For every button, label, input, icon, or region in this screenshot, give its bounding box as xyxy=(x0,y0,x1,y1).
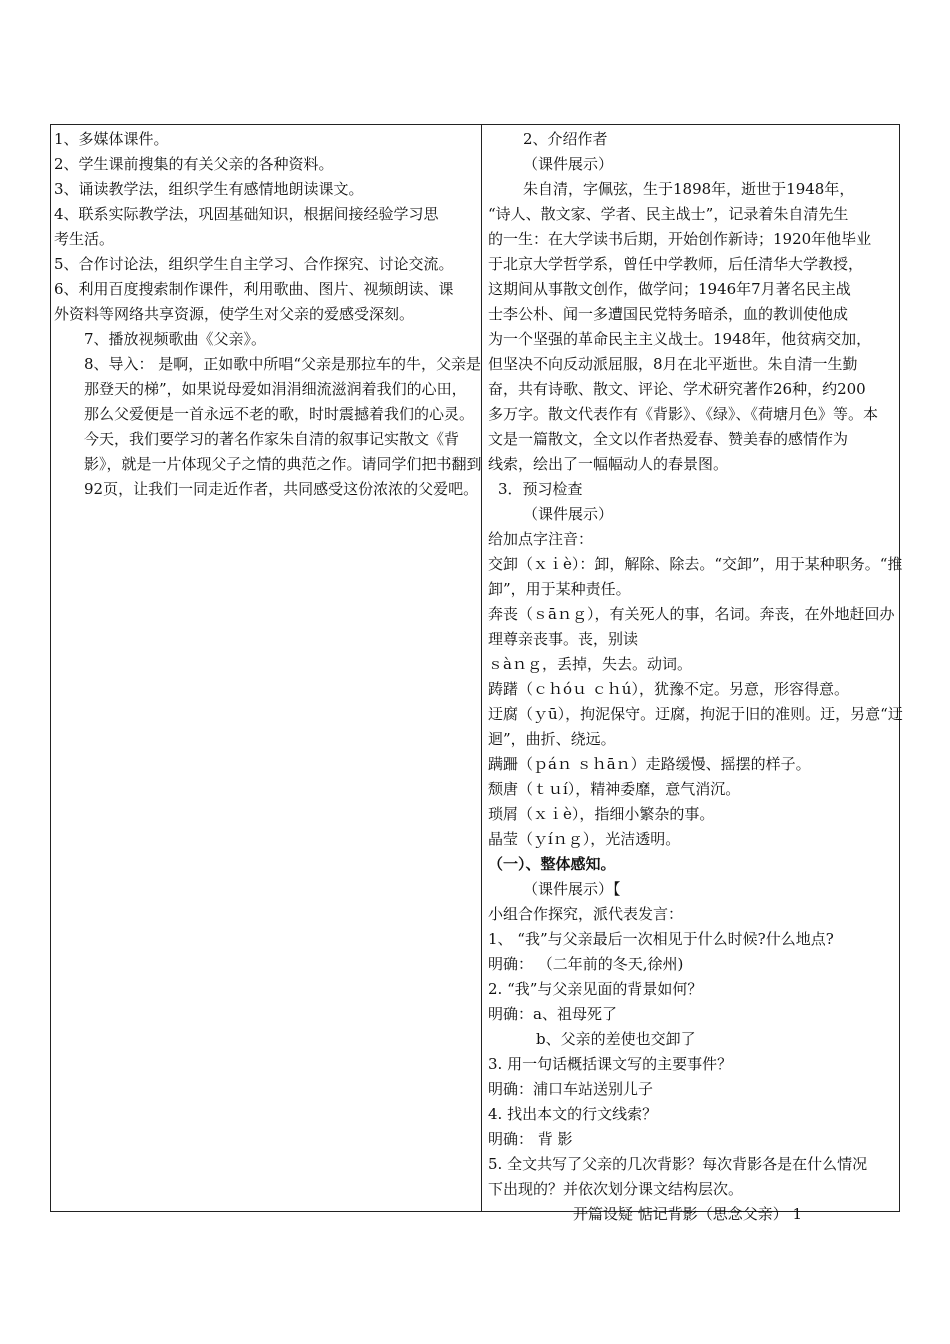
right-column-line: （一）、整体感知。 xyxy=(488,855,616,873)
right-column-line: “诗人、散文家、学者、民主战士”，记录着朱自清先生 xyxy=(488,205,849,223)
right-column-line: 开篇设疑 惦记背影（思念父亲） 1 xyxy=(573,1205,803,1223)
right-column-line: 迂腐（ｙū），拘泥保守。迂腐，拘泥于旧的准则。迂，另意“迂 xyxy=(488,705,903,723)
left-column-line: 那么父爱便是一首永远不老的歌，时时震撼着我们的心灵。 xyxy=(84,405,475,423)
left-column-line: 那登天的梯”，如果说母爱如涓涓细流滋润着我们的心田， xyxy=(84,380,467,398)
right-column-line: 蹒跚（ｐáｎ ｓｈāｎ）走路缓慢、摇摆的样子。 xyxy=(488,755,811,773)
right-column-line: 这期间从事散文创作，做学问；1946年7月著名民主战 xyxy=(488,280,851,298)
right-column-line: （课件展示） xyxy=(523,155,614,173)
right-column-line: 3．预习检查 xyxy=(498,480,583,498)
right-column-line: 给加点字注音： xyxy=(488,530,594,548)
right-column-line: 奋，共有诗歌、散文、评论、学术研究著作26种，约200 xyxy=(488,380,866,398)
right-column-line: 朱自清，字佩弦，生于1898年，逝世于1948年， xyxy=(523,180,855,198)
right-column-line: 于北京大学哲学系，曾任中学教师，后任清华大学教授， xyxy=(488,255,864,273)
right-column-line: 下出现的？并依次划分课文结构层次。 xyxy=(488,1180,744,1198)
right-column-line: 4. 找出本文的行文线索？ xyxy=(488,1105,658,1123)
right-column-line: 3. 用一句话概括课文写的主要事件？ xyxy=(488,1055,733,1073)
right-column-line: 文是一篇散文，全文以作者热爱春、赞美春的感情作为 xyxy=(488,430,849,448)
right-column-line: 2、介绍作者 xyxy=(523,130,608,148)
right-column-line: 踌躇（ｃｈóｕ ｃｈú），犹豫不定。另意，形容得意。 xyxy=(488,680,849,698)
right-column-line: 明确： 背 影 xyxy=(488,1130,573,1148)
right-column-line: 奔丧（ｓāｎｇ），有关死人的事，名词。奔丧，在外地赶回办 xyxy=(488,605,895,623)
left-column-line: 考生活。 xyxy=(54,230,115,248)
right-column-line: （课件展示）【 xyxy=(523,880,621,898)
right-column-line: 卸”，用于某种责任。 xyxy=(488,580,631,598)
left-column-line: 外资料等网络共享资源，使学生对父亲的爱感受深刻。 xyxy=(54,305,415,323)
right-column-line: 明确：a、祖母死了 xyxy=(488,1005,617,1023)
left-column-line: 今天，我们要学习的著名作家朱自清的叙事记实散文《背 xyxy=(84,430,460,448)
right-column-line: 晶莹（ｙíｎｇ），光洁透明。 xyxy=(488,830,681,848)
right-column-line: 士李公朴、闻一多遭国民党特务暗杀，血的教训使他成 xyxy=(488,305,849,323)
right-column-line: 明确： （二年前的冬天,徐州) xyxy=(488,955,684,973)
right-column-line: ｓàｎｇ，丢掉，失去。动词。 xyxy=(488,655,692,673)
right-column-line: 交卸（ｘｉè）：卸，解除、除去。“交卸”，用于某种职务。“推 xyxy=(488,555,903,573)
lesson-plan-table xyxy=(50,124,903,1223)
right-column-line: 多万字。散文代表作有《背影》、《绿》、《荷塘月色》等。本 xyxy=(488,405,879,423)
left-column-line: 4、联系实际教学法，巩固基础知识，根据间接经验学习思 xyxy=(54,205,439,223)
left-column-line: 影》，就是一片体现父子之情的典范之作。请同学们把书翻到 xyxy=(84,455,482,473)
right-column-line: 1、 “我”与父亲最后一次相见于什么时候?什么地点? xyxy=(488,930,834,948)
right-column-line: 明确：浦口车站送别儿子 xyxy=(488,1080,654,1098)
left-column-line: 92页，让我们一同走近作者，共同感受这份浓浓的父爱吧。 xyxy=(84,480,479,498)
right-column-line: b、父亲的差使也交卸了 xyxy=(536,1030,696,1048)
right-column-line: 迴”，曲折、绕远。 xyxy=(488,730,616,748)
right-column-line: 琐屑（ｘｉè），指细小繁杂的事。 xyxy=(488,805,715,823)
left-column-line: 2、学生课前搜集的有关父亲的各种资料。 xyxy=(54,155,334,173)
left-column-line: 5、合作讨论法，组织学生自主学习、合作探究、讨论交流。 xyxy=(54,255,454,273)
teaching-process-column xyxy=(488,127,903,1227)
teaching-methods-column xyxy=(54,127,504,502)
left-column-line: 7、播放视频歌曲《父亲》。 xyxy=(84,330,267,348)
right-column-line: 的一生：在大学读书后期，开始创作新诗；1920年他毕业 xyxy=(488,230,872,248)
right-column-line: 2. “我”与父亲见面的背景如何？ xyxy=(488,980,703,998)
right-column-line: （课件展示） xyxy=(523,505,614,523)
left-column-line: 6、利用百度搜索制作课件，利用歌曲、图片、视频朗读、课 xyxy=(54,280,454,298)
left-column-line: 8、导入： 是啊，正如歌中所唱“父亲是那拉车的牛，父亲是 xyxy=(84,355,481,373)
right-column-line: 线索，绘出了一幅幅动人的春景图。 xyxy=(488,455,729,473)
right-column-line: 小组合作探究，派代表发言： xyxy=(488,905,684,923)
right-column-line: 为一个坚强的革命民主主义战士。1948年，他贫病交加， xyxy=(488,330,872,348)
left-column-line: 1、多媒体课件。 xyxy=(54,130,169,148)
left-column-line: 3、诵读教学法，组织学生有感情地朗读课文。 xyxy=(54,180,364,198)
right-column-line: 但坚决不向反动派屈服，8月在北平逝世。朱自清一生勤 xyxy=(488,355,858,373)
right-column-line: 颓唐（ｔｕí），精神委靡，意气消沉。 xyxy=(488,780,741,798)
right-column-line: 5. 全文共写了父亲的几次背影？每次背影各是在什么情况 xyxy=(488,1155,868,1173)
right-column-line: 理尊亲丧事。丧，别读 xyxy=(488,630,639,648)
